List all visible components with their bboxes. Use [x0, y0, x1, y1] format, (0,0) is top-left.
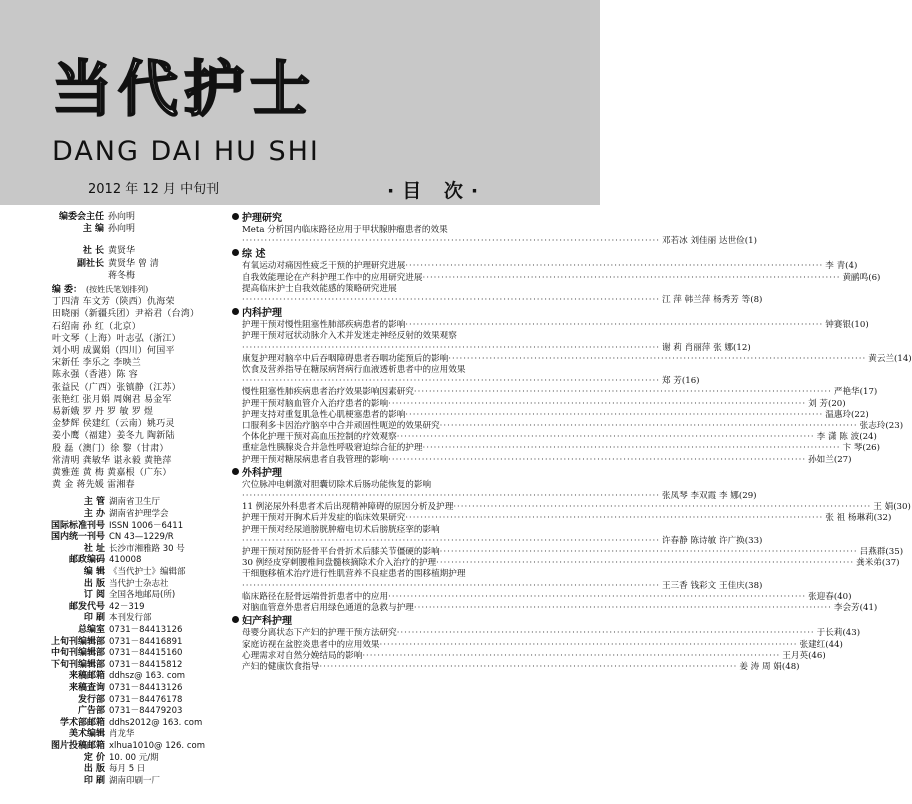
article-authors: 许春静 陈诗敏 许广换(33) — [661, 535, 763, 546]
article-authors: 钟赛银(10) — [825, 320, 869, 331]
article-entry[interactable] — [232, 261, 858, 272]
editor-row: 黄 金 蒋先媛 雷湘春 — [52, 480, 135, 491]
article-entry[interactable] — [232, 513, 892, 524]
article-authors: 郑 芳(16) — [661, 376, 700, 387]
publication-row — [0, 741, 232, 753]
article-title[interactable]: 母婴分离状态下产妇的护理干预方法研究 — [242, 628, 397, 639]
publication-row — [0, 660, 232, 672]
article-entry[interactable] — [232, 502, 911, 513]
article-entry[interactable] — [232, 558, 900, 569]
dot-leader — [453, 502, 871, 513]
section-title: 内科护理 — [242, 308, 282, 320]
publication-label: 美术编辑 — [68, 729, 105, 740]
section-heading — [232, 467, 594, 480]
article-entry[interactable] — [232, 650, 826, 662]
section-title: 妇产科护理 — [242, 616, 292, 628]
president-value: 黄贤华 — [108, 246, 136, 257]
article-title[interactable]: 产妇的健康饮食指导 — [242, 661, 320, 672]
publication-value: 肖龙华 — [109, 729, 135, 740]
article-authors: 李 青(4) — [825, 261, 858, 272]
article-authors: 姜 涛 周 娟(48) — [739, 661, 800, 672]
dot-leader — [436, 558, 854, 569]
article-entry[interactable] — [232, 591, 852, 603]
article-title[interactable]: 口服利多卡因治疗脑卒中合并顽固性呃逆的效果研究 — [242, 421, 440, 432]
article-authors: 卞 琴(26) — [842, 443, 880, 454]
publication-value: 42－319 — [109, 601, 145, 612]
bullet-icon — [232, 213, 239, 220]
table-of-contents — [232, 211, 912, 673]
dot-leader — [405, 410, 823, 421]
dot-leader — [319, 662, 737, 673]
article-authors-row — [232, 376, 700, 387]
publication-row — [0, 729, 232, 741]
dot-leader — [242, 581, 660, 592]
editor-row: 姜小鹰（福建）姜冬九 陶新陆 — [52, 431, 175, 442]
bullet-icon — [232, 249, 239, 256]
editor-row: 张益民（广西）张镇静（江苏） — [52, 382, 181, 393]
publication-label: 来稿邮箱 — [68, 671, 105, 682]
article-authors: 张凤琴 李双霞 李 娜(29) — [661, 491, 757, 502]
publication-label: 印 刷 — [83, 775, 105, 786]
editor-row: 丁四清 车文芳（陕西）仇海荣 — [52, 297, 175, 308]
article-authors: 黄云兰(14) — [868, 353, 912, 364]
publication-label: 出 版 — [83, 764, 105, 775]
publication-row — [0, 602, 232, 614]
editors-list — [0, 296, 232, 491]
article-authors: 王月英(46) — [782, 650, 826, 661]
article-authors: 张迎春(40) — [808, 591, 852, 602]
publication-label: 社 址 — [83, 543, 105, 554]
publication-label: 学术部邮箱 — [59, 717, 105, 728]
publication-value: 0731－84476178 — [109, 694, 183, 705]
article-title[interactable]: 护理干预对脑血管介入治疗患者的影响 — [242, 398, 389, 409]
vice-president-value: 黄贤华 曾 清 — [108, 258, 159, 269]
publication-label: 广告部 — [77, 706, 105, 717]
publication-value: xlhua1010@ 126. com — [109, 740, 205, 751]
dot-leader — [242, 491, 660, 502]
publication-label: 上旬刊编辑部 — [50, 636, 105, 647]
article-title[interactable]: 有氧运动对痛因性疲乏干预的护理研究进展 — [242, 261, 406, 272]
publication-label: 发行部 — [77, 694, 105, 705]
publication-row — [0, 497, 232, 509]
dot-leader — [380, 640, 798, 651]
publication-row — [0, 567, 232, 579]
article-title[interactable]: 对脑血管意外患者启用绿色通道的急救与护理 — [242, 603, 414, 614]
editor-in-chief-label: 主 编 — [82, 224, 104, 235]
publication-value: 0731－84413126 — [109, 682, 183, 693]
dot-leader — [242, 236, 660, 247]
section-heading — [232, 615, 594, 628]
dot-leader — [242, 536, 660, 547]
article-authors: 邓若冰 刘佳丽 达世俭(1) — [661, 236, 757, 247]
publication-value: ddhsz@ 163. com — [109, 671, 186, 682]
dot-leader — [422, 273, 840, 284]
publication-value: 0731－84413126 — [109, 625, 183, 635]
article-authors: 刘 芳(20) — [808, 398, 846, 409]
article-authors: 李 潇 陈 波(24) — [816, 432, 877, 443]
dot-leader — [405, 320, 823, 331]
publication-label: 下旬刊编辑部 — [50, 659, 105, 670]
publication-value: 湖南印刷一厂 — [109, 775, 161, 786]
publication-row — [0, 695, 232, 707]
publication-row — [0, 521, 232, 533]
publication-value: 0731－84479203 — [109, 706, 183, 717]
article-title[interactable]: 心理需求对自然分娩结局的影响 — [242, 650, 363, 661]
editor-row: 金梦辉 侯建红（云南）姚巧灵 — [52, 419, 175, 430]
article-authors: 张 祖 杨琳莉(32) — [825, 513, 892, 524]
publication-row — [0, 764, 232, 776]
dot-leader — [242, 343, 660, 354]
publication-value: 《当代护士》编辑部 — [109, 567, 186, 578]
publication-value: 本刊发行部 — [109, 613, 152, 624]
editors-note: (按姓氏笔划排列) — [86, 285, 149, 295]
article-title[interactable]: 护理干预对冠状动脉介入术并发迷走神经反射的效果观察 — [242, 331, 457, 342]
publication-label: 图片投稿邮箱 — [50, 740, 105, 751]
publication-label: 定 价 — [83, 752, 105, 763]
article-authors-row — [232, 535, 763, 547]
publication-label: 主 管 — [83, 497, 105, 508]
article-entry[interactable] — [232, 398, 846, 410]
article-title[interactable]: 护理干预对慢性阻塞性肺部疾病患者的影响 — [242, 320, 406, 331]
issue-date: 2012 年 12 月 中旬刊 — [88, 182, 220, 197]
editor-row: 张艳红 张月娟 周娴君 易金军 — [52, 394, 172, 405]
article-title[interactable]: 慢性阻塞性肺疾病患者治疗效果影响因素研究 — [242, 387, 414, 398]
bullet-icon — [232, 616, 239, 623]
dot-leader — [440, 547, 858, 558]
publication-row — [0, 753, 232, 765]
editor-row: 石绍南 孙 红（北京） — [52, 321, 141, 332]
section-heading — [232, 307, 594, 320]
editor-row: 黄雅莲 黄 梅 黄嘉根（广东） — [52, 468, 172, 479]
editor-row: 田晓丽（新疆兵团）尹裕君（台湾） — [52, 309, 200, 320]
article-title[interactable]: 自我效能理论在产科护理工作中的应用研究进展 — [242, 272, 423, 283]
section-title: 综 述 — [242, 249, 266, 261]
article-title[interactable]: 提高临床护士自我效能感的策略研究进展 — [242, 283, 397, 294]
dot-leader — [388, 399, 806, 410]
dot-leader — [388, 455, 806, 466]
section-title: 外科护理 — [242, 467, 282, 479]
publication-row — [0, 509, 232, 521]
dot-leader — [397, 432, 815, 443]
editor-row: 易新娥 罗 丹 罗 敏 罗 煜 — [52, 407, 154, 418]
publication-label: 编 辑 — [83, 567, 105, 578]
journal-title-cn: 当代护士 — [52, 55, 316, 125]
journal-title-en: DANG DAI HU SHI — [52, 136, 320, 167]
publication-value: 410008 — [109, 555, 142, 566]
editor-row: 殷 磊（澳门）徐 黎（甘肃） — [52, 443, 169, 454]
article-entry[interactable] — [232, 628, 861, 639]
article-entry[interactable] — [232, 639, 843, 651]
publication-row — [0, 671, 232, 683]
publication-row — [0, 718, 232, 730]
article-entry[interactable] — [232, 454, 852, 466]
article-title[interactable]: 个体化护理干预对高血压控制的疗效观察 — [242, 432, 397, 443]
article-entry[interactable] — [232, 443, 880, 454]
article-title[interactable]: 11 例泌尿外科患者术后出现精神障碍的原因分析及护理 — [242, 502, 454, 513]
article-authors-row — [232, 342, 751, 354]
article-authors-row — [232, 295, 763, 306]
dot-leader — [388, 592, 806, 603]
publication-label: 国际标准刊号 — [50, 520, 105, 531]
dot-leader — [422, 443, 840, 454]
editor-row: 陈永强（香港）陈 容 — [52, 370, 138, 381]
publication-label: 主 办 — [83, 509, 105, 520]
publication-row — [0, 532, 232, 544]
president-label: 社 长 — [82, 246, 104, 257]
publication-row — [0, 590, 232, 602]
article-authors: 王三香 钱彩文 王佳庆(38) — [661, 580, 763, 591]
article-authors: 王 娟(30) — [873, 502, 911, 513]
article-authors: 龚米弟(37) — [856, 558, 900, 569]
masthead — [0, 211, 232, 787]
dot-leader — [440, 421, 858, 432]
publication-row — [0, 544, 232, 556]
article-authors: 于长莉(43) — [816, 628, 861, 639]
article-title[interactable]: 家庭访视在盆腔炎患者中的应用效果 — [242, 639, 380, 650]
article-authors: 严艳华(17) — [833, 387, 878, 398]
section-heading — [232, 212, 594, 225]
dot-leader — [448, 354, 866, 365]
dot-leader — [362, 651, 780, 662]
publication-label: 国内统一刊号 — [50, 532, 105, 543]
publication-value: 0731－84415812 — [109, 659, 183, 670]
dot-leader — [414, 603, 832, 614]
publication-label: 总编室 — [77, 625, 105, 635]
dot-leader — [242, 295, 660, 306]
dot-leader — [405, 261, 823, 272]
article-title[interactable]: 临床路径在胫骨远端骨折患者中的应用 — [242, 591, 389, 602]
article-title[interactable]: Meta 分析国内临床路径应用于甲状腺肿瘤患者的效果 — [242, 225, 448, 235]
publication-value: 当代护士杂志社 — [109, 578, 169, 589]
publication-row — [0, 579, 232, 591]
article-authors: 李会芳(41) — [833, 603, 878, 614]
dot-leader — [242, 376, 660, 387]
publication-value: 10. 00 元/期 — [109, 752, 159, 763]
article-authors: 温惠玲(22) — [825, 409, 869, 420]
article-authors: 江 萍 韩兰萍 杨秀芳 等(8) — [661, 295, 763, 306]
publication-value: 0731－84416891 — [109, 636, 183, 647]
article-entry[interactable] — [232, 661, 800, 673]
article-entry[interactable] — [232, 547, 904, 558]
article-entry[interactable] — [232, 272, 881, 284]
article-entry[interactable] — [232, 432, 877, 443]
dot-leader — [414, 387, 832, 398]
article-authors: 张建红(44) — [799, 639, 843, 650]
dot-leader — [405, 513, 823, 524]
editor-row: 宋新任 李乐之 李映兰 — [52, 358, 141, 369]
article-title[interactable]: 穴位脉冲电刺激对胆囊切除术后肠功能恢复的影响 — [242, 479, 432, 490]
article-title[interactable]: 重症急性胰腺炎合并急性呼吸窘迫综合征的护理 — [242, 443, 423, 454]
contents-title: ·目 次· — [387, 180, 487, 202]
bullet-icon — [232, 468, 239, 475]
section-heading — [232, 248, 594, 261]
publication-value: 湖南省卫生厅 — [109, 497, 161, 508]
article-authors: 谢 莉 肖丽萍 张 娜(12) — [661, 342, 751, 353]
article-entry[interactable] — [232, 353, 912, 365]
article-authors-row — [232, 236, 757, 247]
article-authors: 张志玲(23) — [859, 421, 904, 432]
article-entry[interactable] — [232, 421, 904, 432]
vice-president-value-2: 蒋冬梅 — [108, 270, 136, 281]
article-authors-row — [232, 580, 763, 592]
vice-president-label: 副社长 — [76, 258, 104, 269]
editor-row: 叶文琴（上海）叶志弘（浙江） — [52, 333, 181, 344]
article-title[interactable]: 护理干预对糖尿病患者自我管理的影响 — [242, 454, 389, 465]
publication-label: 印 刷 — [83, 613, 105, 624]
article-title[interactable]: 30 例经皮穿刺腰椎间盘髓核摘除术介入治疗的护理 — [242, 558, 437, 569]
bullet-icon — [232, 308, 239, 315]
publication-label: 邮发代号 — [68, 601, 105, 612]
article-authors-row — [232, 491, 757, 502]
publication-row — [0, 625, 232, 637]
publication-value: 0731－84415160 — [109, 648, 183, 659]
chief-committee-value: 孙向明 — [108, 212, 136, 222]
publication-label: 出 版 — [83, 578, 105, 589]
dot-leader — [397, 628, 815, 639]
publication-label: 邮政编码 — [68, 555, 105, 566]
chief-committee-label: 编委会主任 — [58, 212, 104, 222]
article-entry[interactable] — [232, 320, 869, 331]
article-title[interactable]: 护理干预对经尿道膀胱肿瘤电切术后膀胱痉挛的影响 — [242, 524, 440, 535]
article-entry[interactable] — [232, 603, 878, 614]
article-title[interactable]: 饮食及营养指导在糖尿病肾病行血液透析患者中的应用效果 — [242, 365, 466, 376]
article-title[interactable]: 护理支持对重复肌急性心肌梗塞患者的影响 — [242, 409, 406, 420]
section-title: 护理研究 — [242, 213, 282, 224]
article-entry[interactable] — [232, 387, 878, 398]
editor-row: 刘小明 成翼娟（四川）何国平 — [52, 346, 175, 357]
cover-header — [0, 0, 600, 205]
publication-label: 订 阅 — [83, 590, 105, 601]
editors-label: 编 委： — [51, 285, 82, 296]
article-title[interactable]: 护理干预对预防胫骨平台骨折术后膝关节僵硬的影响 — [242, 547, 440, 558]
publication-info — [0, 497, 232, 787]
article-authors: 黄鹂鸣(6) — [842, 272, 881, 283]
publication-value: ddhs2012@ 163. com — [109, 717, 203, 728]
publication-value: 全国各地邮局(所) — [109, 590, 176, 601]
publication-value: 湖南省护理学会 — [109, 509, 169, 520]
editor-in-chief-value: 孙向明 — [108, 224, 136, 235]
article-title[interactable]: 康复护理对脑卒中后吞咽障碍患者吞咽功能预后的影响 — [242, 353, 449, 364]
publication-row — [0, 776, 232, 788]
publication-row — [0, 683, 232, 695]
article-entry[interactable] — [232, 409, 869, 421]
publication-value: 每月 5 日 — [109, 764, 146, 775]
publication-row — [0, 648, 232, 660]
article-title[interactable]: 干细胞移植术治疗进行性肌营养不良症患者的围移植期护理 — [242, 569, 466, 580]
publication-label: 中旬刊编辑部 — [50, 648, 105, 659]
editor-row: 常清明 龚敏华 谌永毅 黄艳萍 — [52, 455, 172, 466]
publication-row — [0, 637, 232, 649]
publication-row — [0, 613, 232, 625]
publication-value: CN 43—1229/R — [109, 532, 174, 543]
publication-row — [0, 555, 232, 567]
publication-value: 长沙市湘雅路 30 号 — [109, 543, 185, 554]
article-authors: 孙如兰(27) — [808, 454, 852, 465]
article-authors: 吕燕群(35) — [859, 547, 904, 558]
publication-value: ISSN 1006－6411 — [109, 520, 184, 531]
article-title[interactable]: 护理干预对开胸术后并发症的临床效果研究 — [242, 513, 406, 524]
publication-row — [0, 706, 232, 718]
publication-label: 来稿查询 — [68, 682, 105, 693]
